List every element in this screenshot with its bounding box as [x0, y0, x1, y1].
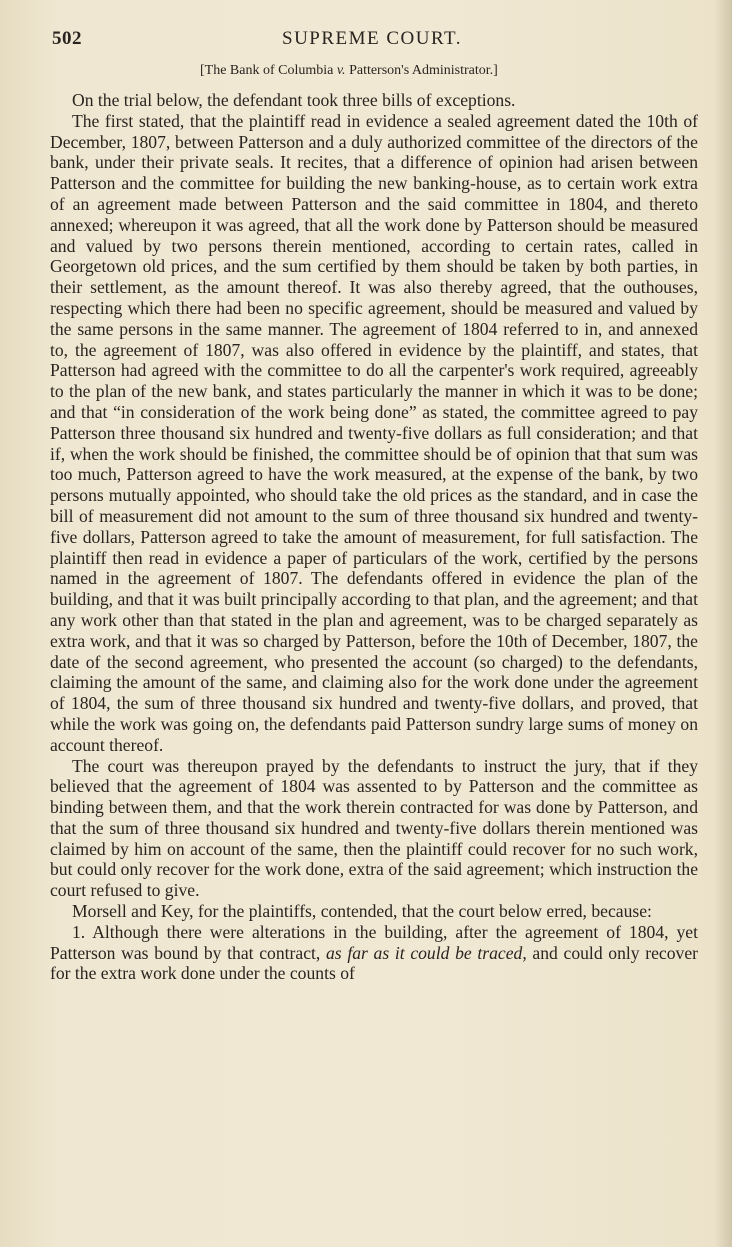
paragraph-counsel-argument: Morsell and Key, for the plaintiffs, contended, that the court below erred, because:	[72, 901, 652, 922]
point-one-continuation: and could only recover for the extra work done under the counts of	[50, 942, 699, 984]
caption-prefix: [The Bank of Columbia	[200, 63, 337, 78]
caption-versus: v.	[336, 63, 346, 78]
caption-suffix: Patterson's Administrator.]	[345, 63, 498, 78]
body-text	[50, 90, 698, 984]
paragraph-first-exception: The first stated, that the plaintiff read in evidence a sealed agreement dated the 10th of December, 1807, between Patterson and a duly authorized committee of the directors of the bank, under their private seals. It recites, that a difference of opinion had arisen between Patterson and the committee for building the new banking-house, as to certain work extra of an agreement made between Patterson and the said committee in 1804, and thereto annexed; whereupon it was agreed, that all the work done by Patterson should be measured and valued by two persons therein mentioned, according to certain rates, called in Georgetown old prices, and the sum certified by them should be taken by both parties, in their settlement, as the amount thereof. It was also thereby agreed, that the outhouses, respecting which there had been no specific agreement, should be measured and valued by the same persons in the same manner. The agreement of 1804 referred to in, and annexed to, the agreement of 1807, was also offered in evidence by the plaintiff, and states, that Patterson had agreed with the committee to do all the carpenter's work required, agreeably to the plan of the new bank, and states particularly the manner in which it was to be done; and that “in consideration of the work being done” as stated, the committee agreed to pay Patterson three thousand six hundred and twenty-five dollars as full consideration; and that if, when the work should be finished, the committee should be of opinion that that sum was too much, Patterson agreed to have the work measured, at the expense of the bank, by two persons mutually appointed, who should take the old prices as the standard, and in case the bill of measurement did not amount to the sum of three thousand six hundred and twenty-five dollars, Patterson agreed to take the amount of measurement, for full satisfaction. The plaintiff then read in evidence a paper of particulars of the work, certified by the persons named in the agreement of 1807. The defendants offered in evidence the plan of the building, and that it was built principally according to that plan, and the agreement; and that any work other than that stated in the plan and agreement, was to be charged separately as extra work, and that it was so charged by Patterson, before the 10th of December, 1807, the date of the second agreement, who presented the account (so charged) to the defendants, claiming the amount of the same, and claiming also for the work done under the agreement of 1804, the sum of three thousand six hundred and twenty-five dollars, and proved, that while the work was going on, the defendants paid Patterson sundry large sums of money on account thereof.	[50, 110, 698, 755]
paragraph-jury-instruction: The court was thereupon prayed by the defendants to instruct the jury, that if they believed that the agreement of 1804 was assented to by Patterson and the committee as binding between them, and that the work therein contracted for was done by Patterson, and that the sum of three thousand six hundred and twenty-five dollars therein mentioned was claimed by him on account of the same, then the plaintiff could recover for no such work, but could only recover for the work done, extra of the said agreement; which instruction the court refused to give.	[50, 755, 698, 901]
page-number: 502	[52, 28, 82, 49]
case-caption	[200, 63, 580, 79]
point-one-text: 1. Although there were alterations in the building, after the agreement of 1804, yet Patterson was bound by that contract,	[50, 921, 698, 963]
point-one-italic: as far as it could be traced,	[325, 942, 527, 963]
paragraph-point-one	[50, 922, 698, 984]
page-edge-shadow	[714, 0, 732, 1247]
page-header	[52, 28, 692, 56]
paragraph-bills-of-exceptions: On the trial below, the defendant took three bills of exceptions.	[72, 90, 516, 110]
running-head: SUPREME COURT.	[282, 28, 462, 49]
